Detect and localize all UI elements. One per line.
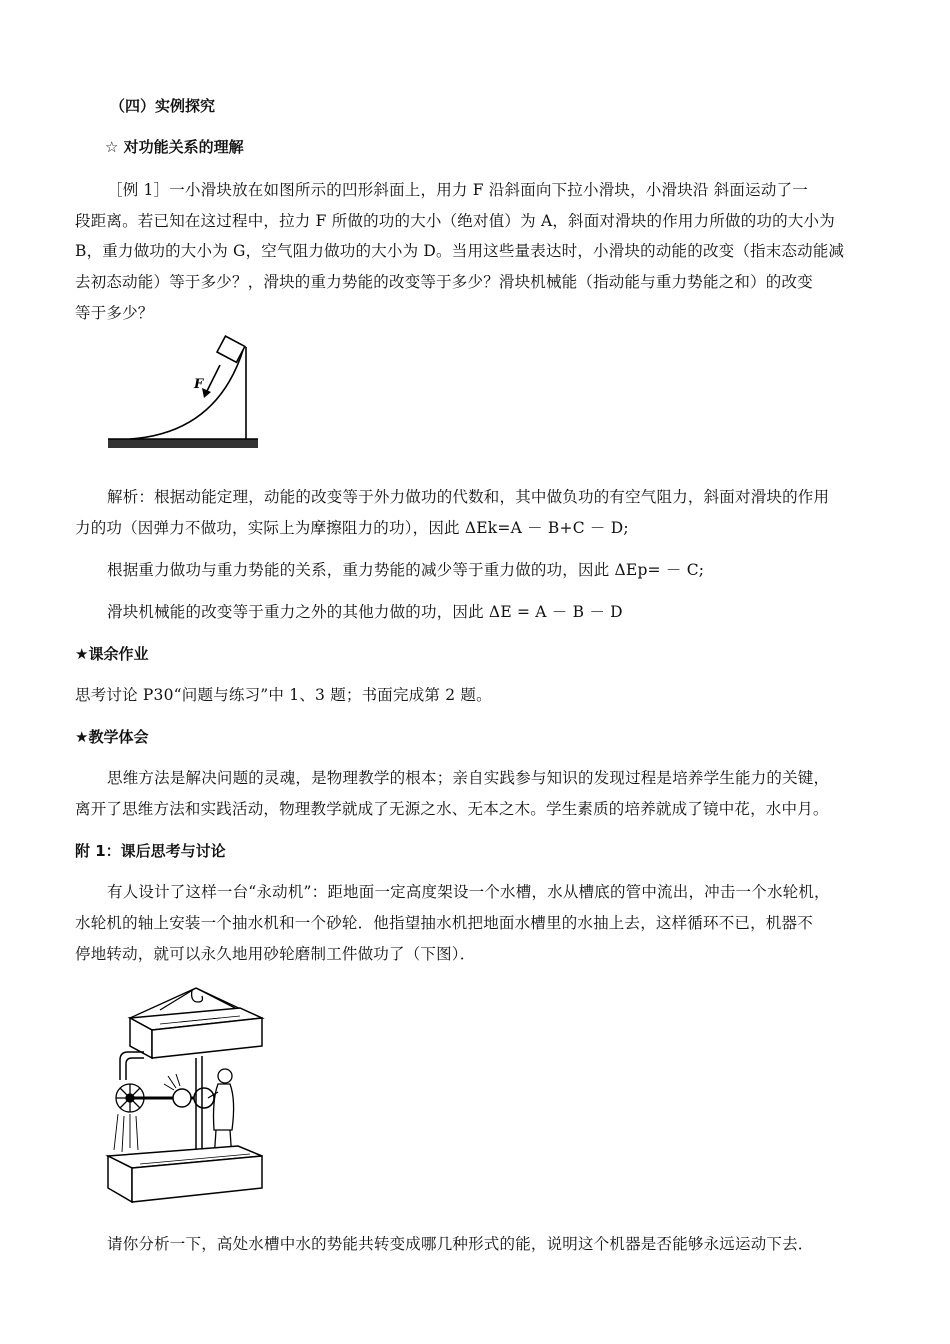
appendix-line-2: 水轮机的轴上安装一个抽水机和一个砂轮．他指望抽水机把地面水槽里的水抽上去，这样循环不已，机器不 <box>75 914 813 932</box>
sparks <box>164 1074 180 1090</box>
section-heading: （四）实例探究 <box>110 97 216 115</box>
example-line-2: 段距离。若已知在这过程中，拉力 F 所做的功的大小（绝对值）为 A，斜面对滑块的作用力所做的功的大小为 <box>75 212 835 230</box>
reflection-line-1: 思维方法是解决问题的灵魂，是物理教学的根本；亲自实践参与知识的发现过程是培养学生能力的关键， <box>107 769 830 787</box>
example-line-3: B，重力做功的大小为 G，空气阻力做功的大小为 D。当用这些量表达时，小滑块的动能的改变（指末态动能减 <box>75 242 845 260</box>
analysis-line-1: 解析：根据动能定理，动能的改变等于外力做功的代数和，其中做负功的有空气阻力，斜面对滑块的作用 <box>107 488 830 506</box>
drain-pipe <box>120 1052 144 1080</box>
pump <box>194 1088 214 1108</box>
perpetual-machine-figure <box>100 980 275 1210</box>
ground-hatch <box>108 439 258 448</box>
example-line-4: 去初态动能）等于多少？，滑块的重力势能的改变等于多少？滑块机械能（指动能与重力势能之和）的改变 <box>75 273 813 291</box>
subsection-heading: ☆ 对功能关系的理解 <box>105 138 244 156</box>
analysis-line-2: 力的功（因弹力不做功，实际上为摩擦阻力的功），因此 ΔEk=A － B+C － D; <box>75 519 629 537</box>
concave-slope <box>130 347 244 439</box>
homework-heading: ★课余作业 <box>75 645 149 663</box>
appendix-question: 请你分析一下，高处水槽中水的势能共转变成哪几种形式的能，说明这个机器是否能够永远运动下去． <box>107 1235 814 1253</box>
appendix-line-3: 停地转动，就可以永久地用砂轮磨制工件做功了（下图）． <box>75 945 476 963</box>
reflection-heading: ★教学体会 <box>75 728 149 746</box>
homework-text: 思考讨论 P30“问题与练习”中 1、3 题；书面完成第 2 题。 <box>75 686 492 704</box>
example-line-1: ［例 1］一小滑块放在如图所示的凹形斜面上，用力 F 沿斜面向下拉小滑块，小滑块沿 斜面运动了一 <box>107 181 808 199</box>
force-label: F <box>194 377 204 392</box>
lower-water-tank <box>108 1146 262 1202</box>
example-line-5: 等于多少？ <box>75 304 154 322</box>
appendix-line-1: 有人设计了这样一台“永动机”：距地面一定高度架设一个水槽，水从槽底的管中流出，冲击一个水轮机， <box>107 883 830 901</box>
analysis-line-3: 根据重力做功与重力势能的关系，重力势能的减少等于重力做的功，因此 ΔEp= － C; <box>107 561 705 579</box>
analysis-line-4: 滑块机械能的改变等于重力之外的其他力做的功，因此 ΔE = A － B － D <box>107 603 623 621</box>
upper-water-tank <box>130 1008 262 1058</box>
grinding-wheel <box>173 1089 191 1107</box>
incline-figure <box>108 335 268 460</box>
force-arrow <box>206 365 220 393</box>
falling-water <box>114 1114 138 1152</box>
reflection-line-2: 离开了思维方法和实践活动，物理教学就成了无源之水、无本之木。学生素质的培养就成了镜中花，水中月。 <box>75 800 829 818</box>
appendix-heading: 附 1：课后思考与讨论 <box>75 842 226 860</box>
